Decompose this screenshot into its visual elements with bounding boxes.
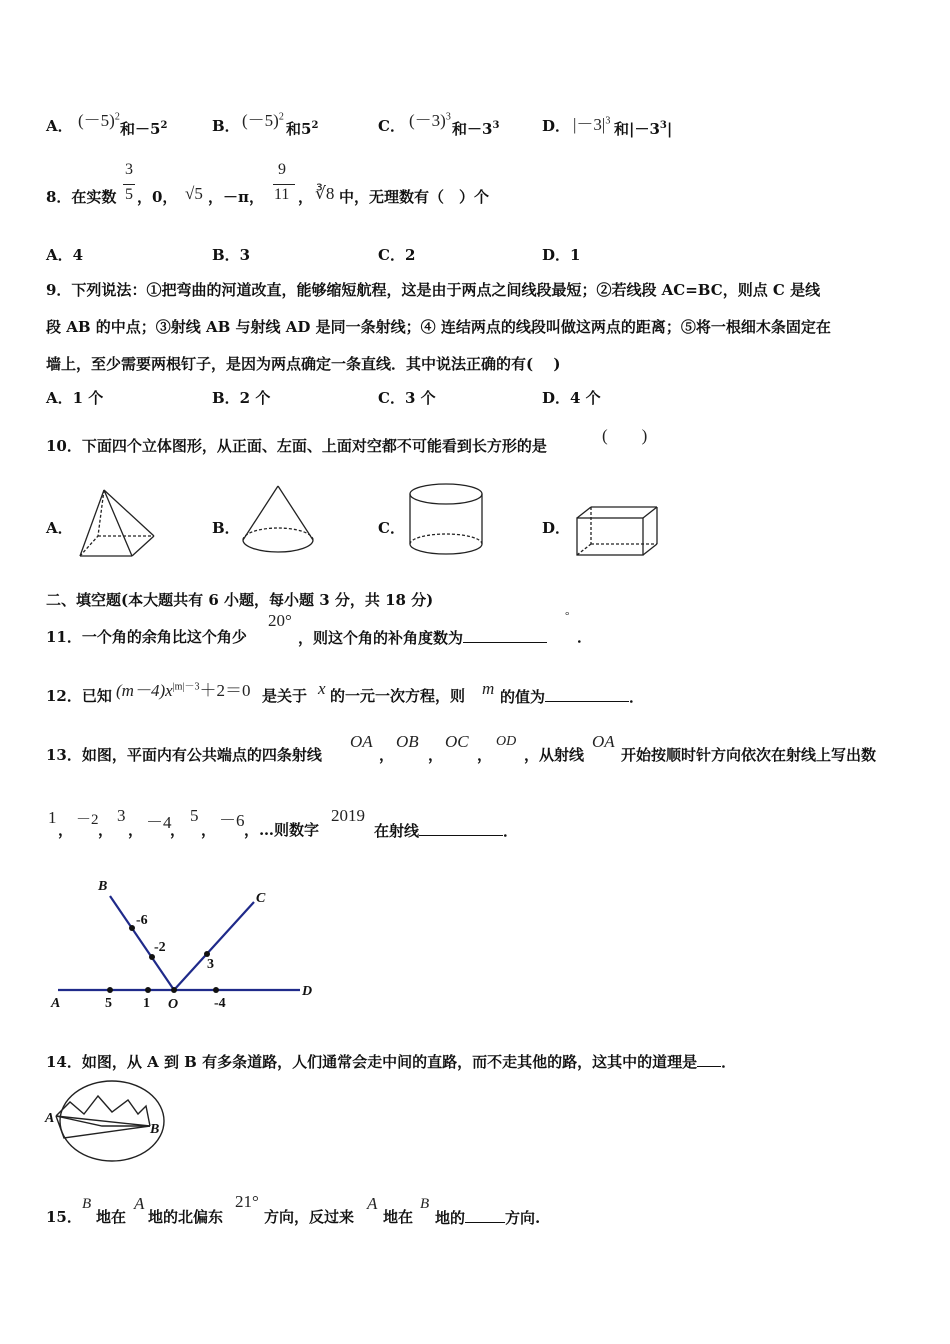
point-o: [171, 987, 177, 993]
q9-option-b: B．2 个: [212, 389, 271, 407]
q7-b-label: B．: [212, 117, 240, 135]
q13-prefix: 13．如图，平面内有公共端点的四条射线: [46, 746, 322, 764]
q9-line2: 段 AB 的中点；③射线 AB 与射线 AD 是同一条射线；④ 连结两点的线段叫做这两点的距离；⑤将一根细木条固定在: [46, 318, 831, 336]
q7-c-left: $(-3)^3$: [409, 111, 451, 130]
q8-frac2-bar: [273, 184, 295, 185]
label-c: C: [256, 891, 266, 906]
q15-angle: 21°: [235, 1192, 259, 1211]
q13-ray-oa: OA: [350, 732, 373, 751]
q13-tail2: 在射线 ．: [374, 822, 519, 840]
q10-option-d: D．: [542, 519, 571, 537]
q14-text: 14．如图，从 A 到 B 有多条道路，人们通常会走中间的直路，而不走其他的路，这其中的道理是 ．: [46, 1053, 737, 1071]
q15-point-a1: A: [134, 1194, 145, 1213]
q10-text: 10．下面四个立体图形，从正面、左面、上面对空都不可能看到长方形的是: [46, 437, 547, 455]
num-neg2: -2: [154, 940, 166, 955]
q13-seq-1: 1: [48, 808, 57, 827]
q13-start-ray: OA: [592, 732, 615, 751]
q10-option-a: A．: [46, 519, 73, 537]
cone-figure: [240, 484, 316, 556]
q8-frac1-den: 5: [125, 186, 133, 203]
q15-point-a2: A: [367, 1194, 378, 1213]
q7-d-left: $|-3|^3$: [573, 115, 611, 134]
q8-option-d: D．1: [542, 246, 581, 264]
q7-c-label: C．: [378, 117, 405, 135]
q8-sqrt5: √5: [185, 184, 203, 203]
q12-suffix: 的值为 ．: [500, 688, 645, 706]
num-3: 3: [207, 957, 214, 972]
q11-prefix: 11．一个角的余角比这个角少: [46, 628, 247, 646]
q9-line1: 9．下列说法：①把弯曲的河道改直，能够缩短航程，这是由于两点之间线段最短；②若线段 AC=BC，则点 C 是线: [46, 281, 821, 299]
q9-option-d: D．4 个: [542, 389, 601, 407]
q7-a-left: $(-5)^2$: [78, 111, 120, 130]
q7-b-mid: 和$5^2$: [286, 120, 319, 138]
q12-mid2: 的一元一次方程，则: [330, 687, 466, 705]
rays-figure: [44, 872, 334, 1014]
q10-option-c: C．: [378, 519, 405, 537]
ray-oc: [174, 902, 254, 990]
q8-option-a: A．4: [46, 246, 84, 264]
q8-frac2-den: 11: [274, 186, 290, 203]
section2-title: 二、填空题(本大题共有 6 小题，每小题 3 分，共 18 分): [46, 591, 434, 609]
q12-var-m: m: [482, 679, 495, 698]
q12-equation: $(m-4)x^{|m|-3}+2=0$: [116, 681, 251, 700]
q13-seq-5: 5: [190, 806, 199, 825]
q15-t3: 方向，反过来: [264, 1208, 355, 1226]
q11-unit: °: [565, 610, 570, 622]
label-d: D: [302, 984, 313, 999]
q13-ray-ob: OB: [396, 732, 419, 751]
q10-option-b: B．: [212, 519, 240, 537]
q12-var-x: x: [318, 679, 326, 698]
q8-cbrt8: ∛8: [315, 184, 335, 203]
q11-blank[interactable]: [463, 628, 547, 643]
label-o: O: [168, 997, 179, 1012]
point-neg4: [213, 987, 219, 993]
q13-seq-4: －4: [146, 813, 172, 832]
q9-option-c: C．3 个: [378, 389, 436, 407]
q12-blank[interactable]: [545, 687, 629, 702]
q8-sep1: ，0，: [137, 188, 178, 206]
q13-comma: ，: [201, 821, 217, 839]
num-neg4: -4: [214, 996, 226, 1011]
q8-frac1-num: 3: [125, 161, 133, 178]
q15-t4: 地在: [383, 1208, 414, 1226]
q13-comma: ，: [170, 821, 186, 839]
label-a: A: [51, 996, 61, 1011]
q9-line3: 墙上，至少需要两根钉子，是因为两点确定一条直线．其中说法正确的有( ): [46, 355, 561, 373]
point-5: [107, 987, 113, 993]
q9-option-a: A．1 个: [46, 389, 104, 407]
pyramid-figure: [76, 488, 160, 560]
q8-sep2: ，－π，: [208, 188, 264, 206]
q13-comma: ，: [98, 821, 114, 839]
q13-seq-2: －2: [76, 812, 99, 828]
q15-t5: 地的 方向.: [435, 1209, 541, 1227]
q11-end: ．: [577, 628, 593, 646]
q13-ray-od: OD: [496, 734, 517, 749]
q15-t1: 地在: [96, 1208, 127, 1226]
q12-mid: 是关于: [262, 687, 308, 705]
q8-suffix: 中，无理数有（ ）个: [339, 188, 490, 206]
label-b: B: [98, 879, 108, 894]
q8-option-c: C．2: [378, 246, 416, 264]
num-1: 1: [143, 996, 150, 1011]
label-a: A: [45, 1111, 55, 1126]
q7-a-mid: 和$-5^2$: [120, 120, 168, 138]
q15-t2: 地的北偏东: [148, 1208, 224, 1226]
q7-d-label: D．: [542, 117, 571, 135]
q13-comma: ，: [428, 746, 444, 764]
q13-comma: ，: [128, 821, 144, 839]
q13-comma: ，: [379, 746, 395, 764]
q14-blank[interactable]: [697, 1052, 721, 1067]
q11-angle: 20°: [268, 611, 292, 630]
q10-paren: ( ): [602, 426, 648, 445]
q7-c-mid: 和$-3^3$: [452, 120, 500, 138]
q12-prefix: 12．已知: [46, 687, 112, 705]
straight-path: [56, 1116, 150, 1126]
num-neg6: -6: [136, 913, 148, 928]
q7-b-left: $(-5)^2$: [242, 111, 284, 130]
q13-seq-3: 3: [117, 806, 126, 825]
q8-frac1-bar: [123, 184, 135, 185]
q13-number: 2019: [331, 806, 365, 825]
q8-option-b: B．3: [212, 246, 251, 264]
q13-seq-6: －6: [219, 811, 245, 830]
q15-prefix: 15．: [46, 1208, 82, 1226]
q15-point-b1: B: [82, 1196, 92, 1212]
q7-a-label: A．: [46, 117, 73, 135]
q11-suffix: ，则这个角的补角度数为: [298, 628, 547, 647]
q15-point-b2: B: [420, 1196, 430, 1212]
cuboid-figure: [574, 504, 660, 558]
q7-d-mid: 和$|-3^3|$: [614, 120, 673, 138]
label-b: B: [150, 1122, 160, 1137]
q13-comma: ，: [58, 821, 74, 839]
q13-comma: ，: [477, 746, 493, 764]
q8-frac2-num: 9: [278, 161, 286, 178]
q13-blank[interactable]: [419, 821, 503, 836]
q13-ray-oc: OC: [445, 732, 469, 751]
paths-figure: [42, 1080, 172, 1168]
q13-tail: ，…则数字: [244, 821, 320, 839]
point-neg6: [129, 925, 135, 931]
point-1: [145, 987, 151, 993]
q15-blank[interactable]: [465, 1208, 505, 1223]
q8-prefix: 8．在实数: [46, 188, 117, 206]
q8-sep3: ，: [298, 188, 314, 206]
num-5: 5: [105, 996, 112, 1011]
q13-suffix: 开始按顺时针方向依次在射线上写出数: [621, 746, 877, 764]
cylinder-figure: [406, 482, 486, 560]
q13-mid: ，从射线: [524, 746, 585, 764]
